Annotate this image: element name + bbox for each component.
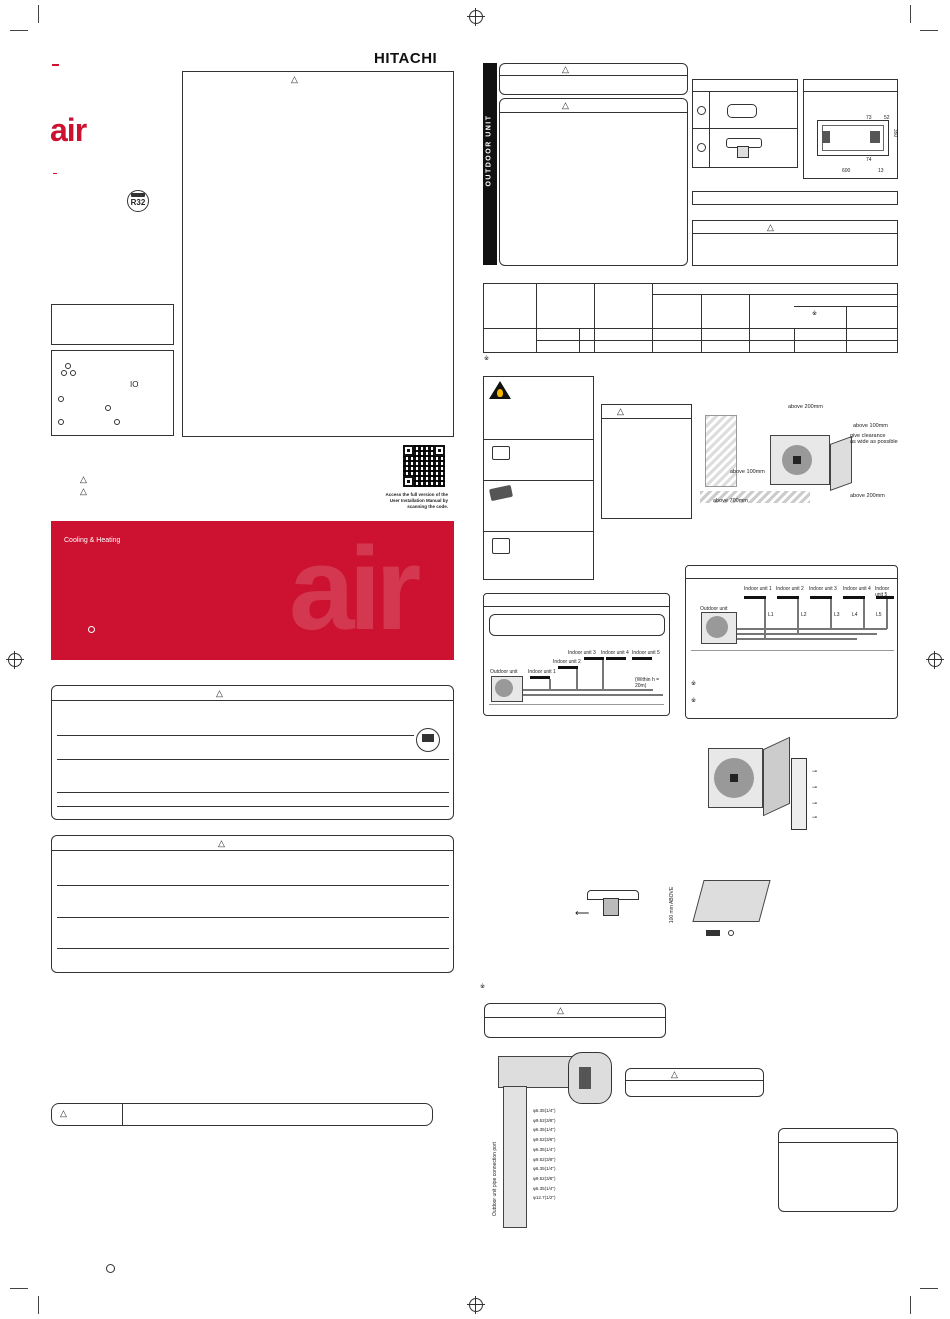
refrigerant-badge [127,190,149,212]
length-label: L4 [852,612,858,618]
fan-grille [706,616,728,638]
symbols-box [51,350,174,436]
symbol-icon [61,370,67,376]
red-banner [51,521,454,660]
air-logo: air [50,112,87,148]
drain-install-diagram [668,880,768,940]
indoor-unit-label: Indoor unit 3 [809,586,837,592]
clearance-label: above 700mm [713,498,748,504]
notice-inner [489,614,665,636]
flame-icon [497,389,503,397]
qr-caption-line: User Installation Manual by [389,498,448,503]
crop-mark [910,5,911,23]
port-size-list [533,1106,556,1203]
spec-table [483,283,898,353]
port-size: φ12.7(1/2") [533,1195,556,1201]
note-mark: ※ [691,698,697,704]
service-cover-diagram [708,738,838,838]
outdoor-unit-label: Outdoor unit [700,606,728,612]
symbol-icon [114,419,120,425]
height-label: (Within h = 20m) [635,677,660,689]
registration-mark-top [469,10,483,24]
screw-icon: ⊸ [812,801,818,807]
red-dash [52,64,59,66]
qr-caption [376,492,448,510]
piping-diagram-right [685,565,898,719]
banner-subtitle: Cooling & Heating [64,537,121,544]
port-size: φ6.35(1/4") [533,1166,556,1172]
crop-mark [10,1288,28,1289]
screw-icon: ⊸ [812,769,818,775]
crop-mark [920,1288,938,1289]
indoor-unit-label: Indoor unit 3 [568,650,596,656]
piping-diagram-left [483,593,670,716]
clearance-diagram [700,395,900,510]
warning-triangle-icon: △ [562,64,569,74]
side-tab-label: OUTDOOR UNIT [485,114,493,187]
caution-box [51,835,454,973]
caution-panel-lower [484,1003,666,1038]
qr-caption-line: scanning the code. [407,504,448,509]
caution-triangle-icon: △ [80,486,87,496]
clearance-label [850,433,898,445]
registration-mark-bottom [469,1298,483,1312]
note-mark: ※ [812,311,818,317]
symbol-icon [58,396,64,402]
port-size: φ9.52(3/8") [533,1175,556,1181]
item-marker-icon [728,930,734,936]
warning-triangle-icon: △ [291,74,298,84]
caution-triangle-icon: △ [767,222,774,232]
manual-icon [492,446,510,460]
symbol-icon [70,370,76,376]
copyright-icon [106,1264,115,1273]
drain-joint-icon [726,138,762,148]
indoor-unit-label: Indoor unit 4 [843,586,871,592]
port-label: Outdoor unit pipe connection port [492,1142,498,1216]
port-size: φ9.52(3/8") [533,1156,556,1162]
warning-panel-main [499,98,688,266]
screw-icon: ⊸ [812,785,818,791]
drain-cap-icon [727,104,757,118]
drain-joint-diagram [575,880,645,925]
length-label: L1 [768,612,774,618]
refrigerant-label: R32 [130,198,146,207]
crop-mark [38,5,39,23]
crop-mark [920,30,938,31]
warning-triangle-icon: △ [60,1108,67,1118]
dim-label: 350 [892,128,899,138]
outdoor-unit-label: Outdoor unit [490,669,518,675]
safety-precautions-box [182,71,454,437]
notice-strip [692,191,898,205]
indoor-unit-label: Indoor unit 1 [528,669,556,675]
caution-panel-right [692,220,898,266]
dim-label: 52 [884,115,890,121]
item-marker-icon [697,143,706,152]
banner-watermark: air [289,523,416,655]
symbols-panel [483,376,594,580]
arrow-left-icon: ⟵ [575,908,590,919]
note-mark: ※ [691,681,697,687]
warning-panel-top [499,63,688,95]
warning-box [51,685,454,820]
caution-triangle-icon: △ [218,838,225,848]
qr-caption-line: Access the full version of the [385,492,448,497]
clearance-label-line: as wide as possible [850,439,898,445]
symbol-icon [58,419,64,425]
length-label: L2 [801,612,807,618]
indoor-unit-label: Indoor unit 5 [875,586,890,598]
crop-mark [910,1296,911,1314]
caution-panel-mid [601,404,692,519]
indoor-unit-label: Indoor unit 4 [601,650,629,656]
dim-label: 13 [878,168,884,174]
item-marker-icon [697,106,706,115]
clearance-label: above 200mm [850,493,885,499]
port-size: φ6.35(1/4") [533,1185,556,1191]
caution-triangle-icon: △ [562,100,569,110]
clearance-label: above 100mm [730,469,765,475]
service-manual-icon [489,485,513,501]
service-cover-panel [791,758,807,830]
symbol-icon [105,405,111,411]
caution-panel-zoom [625,1068,764,1097]
crop-mark [10,30,28,31]
side-tab [483,63,497,265]
note-bar [51,1103,433,1126]
note-mark: ※ [480,984,486,990]
copyright-icon [88,626,95,633]
port-size: φ6.35(1/4") [533,1146,556,1152]
clearance-label-line: give clearance [850,433,886,439]
fan-grille [495,679,513,697]
indoor-unit-label: Indoor unit 1 [744,586,772,592]
red-dash-small [53,173,57,174]
vertical-label: 100 mm ABOVE [669,886,676,924]
caution-triangle-icon: △ [617,406,624,416]
caution-triangle-icon: △ [671,1069,678,1079]
warning-triangle-icon: △ [216,688,223,698]
registration-mark-left [8,653,22,667]
io-icon: IO [130,380,139,389]
indoor-unit-label: Indoor unit 5 [632,650,660,656]
note-panel-bottom [778,1128,898,1212]
info-box-1 [51,304,174,345]
length-label: L5 [876,612,882,618]
accessory-box [692,79,798,168]
unit-base-drawing [817,120,889,156]
warning-triangle-icon: △ [80,474,87,484]
dimension-box [803,79,898,179]
dim-label: 74 [866,157,872,163]
port-size: φ9.52(3/8") [533,1137,556,1143]
port-size: φ6.35(1/4") [533,1127,556,1133]
clearance-label: above 100mm [853,423,888,429]
indoor-unit-label: Indoor unit 2 [776,586,804,592]
info-manual-icon [492,538,510,554]
caution-triangle-icon: △ [557,1005,564,1015]
dim-label: 73 [866,115,872,121]
dim-label: 600 [842,168,851,174]
zoom-detail [568,1052,612,1104]
qr-code [403,445,445,487]
no-touch-icon [414,724,444,752]
indoor-unit-label: Indoor unit 2 [553,659,581,665]
crop-mark [38,1296,39,1314]
clearance-label: above 200mm [788,404,823,410]
length-label: L3 [834,612,840,618]
port-size: φ6.35(1/4") [533,1108,556,1113]
symbol-icon [65,363,71,369]
note-mark: ※ [484,356,490,362]
port-size: φ9.52(3/8") [533,1117,556,1123]
brand-logo: HITACHI [374,50,438,67]
screw-icon: ⊸ [812,815,818,821]
registration-mark-right [928,653,942,667]
